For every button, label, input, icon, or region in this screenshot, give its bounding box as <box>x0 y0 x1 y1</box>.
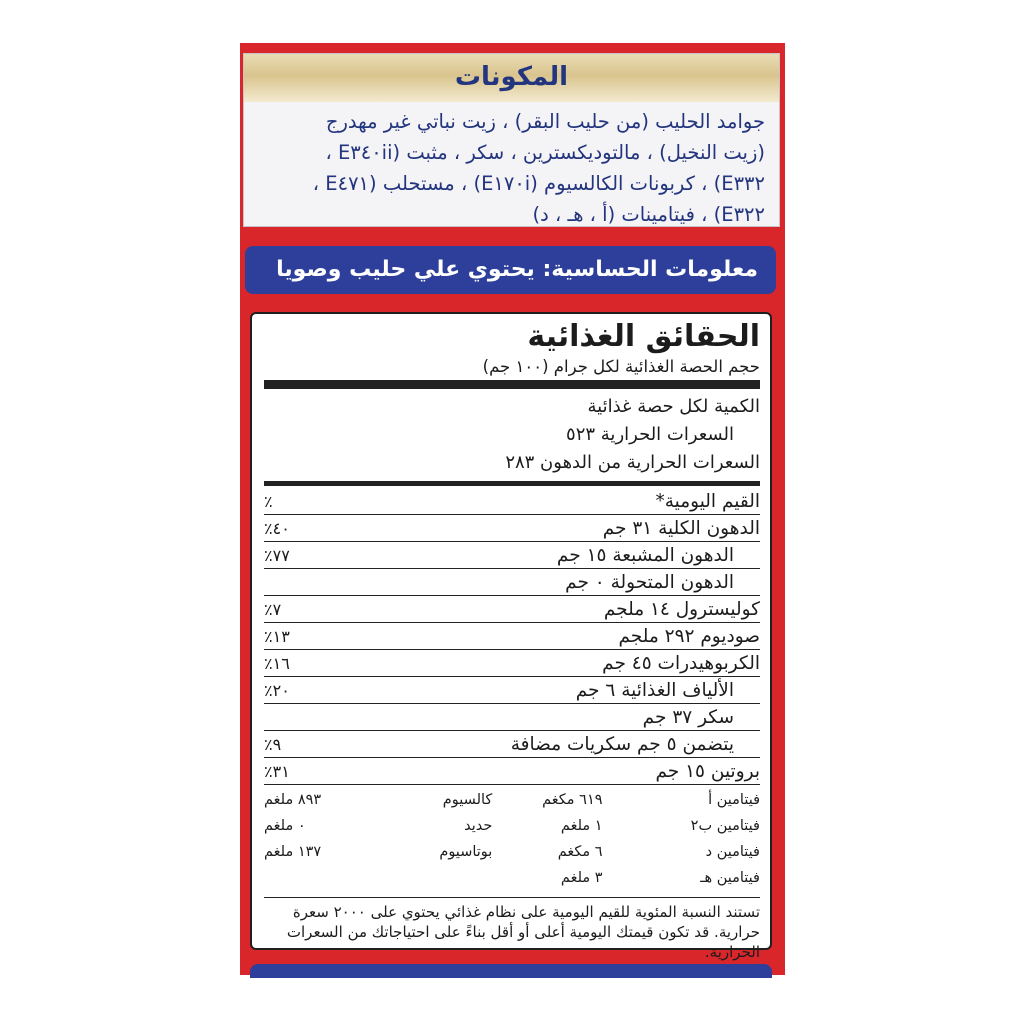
nutrient-label: الدهون المتحولة ٠ جم <box>565 571 734 593</box>
nutrient-dv: ٪٣١ <box>264 761 290 781</box>
nutrient-label: الدهون المشبعة ١٥ جم <box>556 544 734 566</box>
nutrition-facts-panel <box>250 312 772 961</box>
calories-from-fat: السعرات الحرارية من الدهون ٢٨٣ <box>505 452 760 473</box>
nutrient-dv: ٪٤٠ <box>264 518 290 538</box>
nutrient-dv: ٪١٣ <box>264 626 290 646</box>
nutrient-label: صوديوم ٢٩٢ ملجم <box>618 625 760 647</box>
nutrient-row <box>264 623 760 650</box>
ingredients-header <box>244 54 779 102</box>
nutrient-row <box>264 596 760 623</box>
nutrient-row <box>264 758 760 785</box>
nutrient-dv: ٪٧ <box>264 599 282 619</box>
nutrient-row <box>264 677 760 704</box>
ingredients-text <box>244 102 779 230</box>
ingredients-line: جوامد الحليب (من حليب البقر) ، زيت نباتي غير مهدرج <box>325 110 765 133</box>
vitamin-label: فيتامين د <box>705 844 760 860</box>
nutrient-row <box>264 704 760 731</box>
ingredients-line: E٣٢٢) ، فيتامينات (أ ، هـ ، د) <box>532 203 765 226</box>
mineral-label: كالسيوم <box>442 792 493 808</box>
vitamin-label: فيتامين هـ <box>700 870 760 886</box>
nutrient-row <box>264 515 760 542</box>
nutrient-dv: ٪٢٠ <box>264 680 290 700</box>
divider-medium <box>264 481 760 486</box>
mineral-label: بوتاسيوم <box>439 844 493 860</box>
allergy-banner: معلومات الحساسية: يحتوي علي حليب وصويا <box>245 246 776 294</box>
ingredients-panel <box>243 53 780 227</box>
nutrition-facts-title: الحقائق الغذائية <box>527 319 760 354</box>
nutrient-row <box>264 731 760 758</box>
vitamin-amount: ٦ مكغم <box>557 844 603 860</box>
vitamin-amount: ١ ملغم <box>560 818 603 834</box>
divider-thick <box>264 380 760 389</box>
mineral-amount: ٠ ملغم <box>264 818 306 834</box>
ingredients-line: E٣٣٢) ، كربونات الكالسيوم (E١٧٠i) ، مستحلب (E٤٧١ ، <box>312 172 765 195</box>
daily-value-unit: ٪ <box>264 491 273 511</box>
serving-size: حجم الحصة الغذائية لكل جرام (١٠٠ جم) <box>482 357 760 376</box>
mineral-label: حديد <box>464 818 493 834</box>
nutrient-dv: ٪٧٧ <box>264 545 290 565</box>
daily-value-header <box>264 488 760 515</box>
daily-value-label: القيم اليومية* <box>655 490 760 512</box>
ingredients-line: (زيت النخيل) ، مالتوديكسترين ، سكر ، مثبت (E٣٤٠ii ، <box>325 141 765 164</box>
amount-per-serving: الكمية لكل حصة غذائية <box>587 396 760 417</box>
nutrient-label: الألياف الغذائية ٦ جم <box>575 679 734 701</box>
nutrient-label: كوليسترول ١٤ ملجم <box>603 598 760 620</box>
bottom-blue-strip <box>250 964 772 978</box>
mineral-amount <box>264 865 366 891</box>
nutrient-label: بروتين ١٥ جم <box>655 760 760 782</box>
nutrient-row <box>264 569 760 596</box>
nutrient-dv: ٪٩ <box>264 734 282 754</box>
calories: السعرات الحرارية ٥٢٣ <box>566 424 734 445</box>
nutrient-row <box>264 542 760 569</box>
mineral-label <box>366 865 492 891</box>
vitamin-label: فيتامين أ <box>708 792 760 808</box>
mineral-amount: ١٣٧ ملغم <box>264 844 322 860</box>
nutrient-label: الدهون الكلية ٣١ جم <box>602 517 760 539</box>
nutrient-label: يتضمن ٥ جم سكريات مضافة <box>510 733 734 755</box>
vitamins-minerals-grid <box>264 787 760 891</box>
nutrient-label: الكربوهيدرات ٤٥ جم <box>602 652 760 674</box>
vitamin-amount: ٦١٩ مكغم <box>542 792 603 808</box>
ingredients-title: المكونات <box>454 62 569 92</box>
mineral-amount: ٨٩٣ ملغم <box>264 792 322 808</box>
nutrient-row <box>264 650 760 677</box>
vitamin-label: فيتامين ب٢ <box>690 818 760 834</box>
nutrient-dv: ٪١٦ <box>264 653 290 673</box>
daily-value-footnote: تستند النسبة المئوية للقيم اليومية على نظام غذائي يحتوي على ٢٠٠٠ سعرة حرارية. قد تكون قيمتك اليومية أعلى أو أقل بناءً على احتياجاتك من السعرات الحرارية. <box>264 897 760 962</box>
nutrient-label: سكر ٣٧ جم <box>642 706 734 728</box>
vitamin-amount: ٣ ملغم <box>560 870 603 886</box>
